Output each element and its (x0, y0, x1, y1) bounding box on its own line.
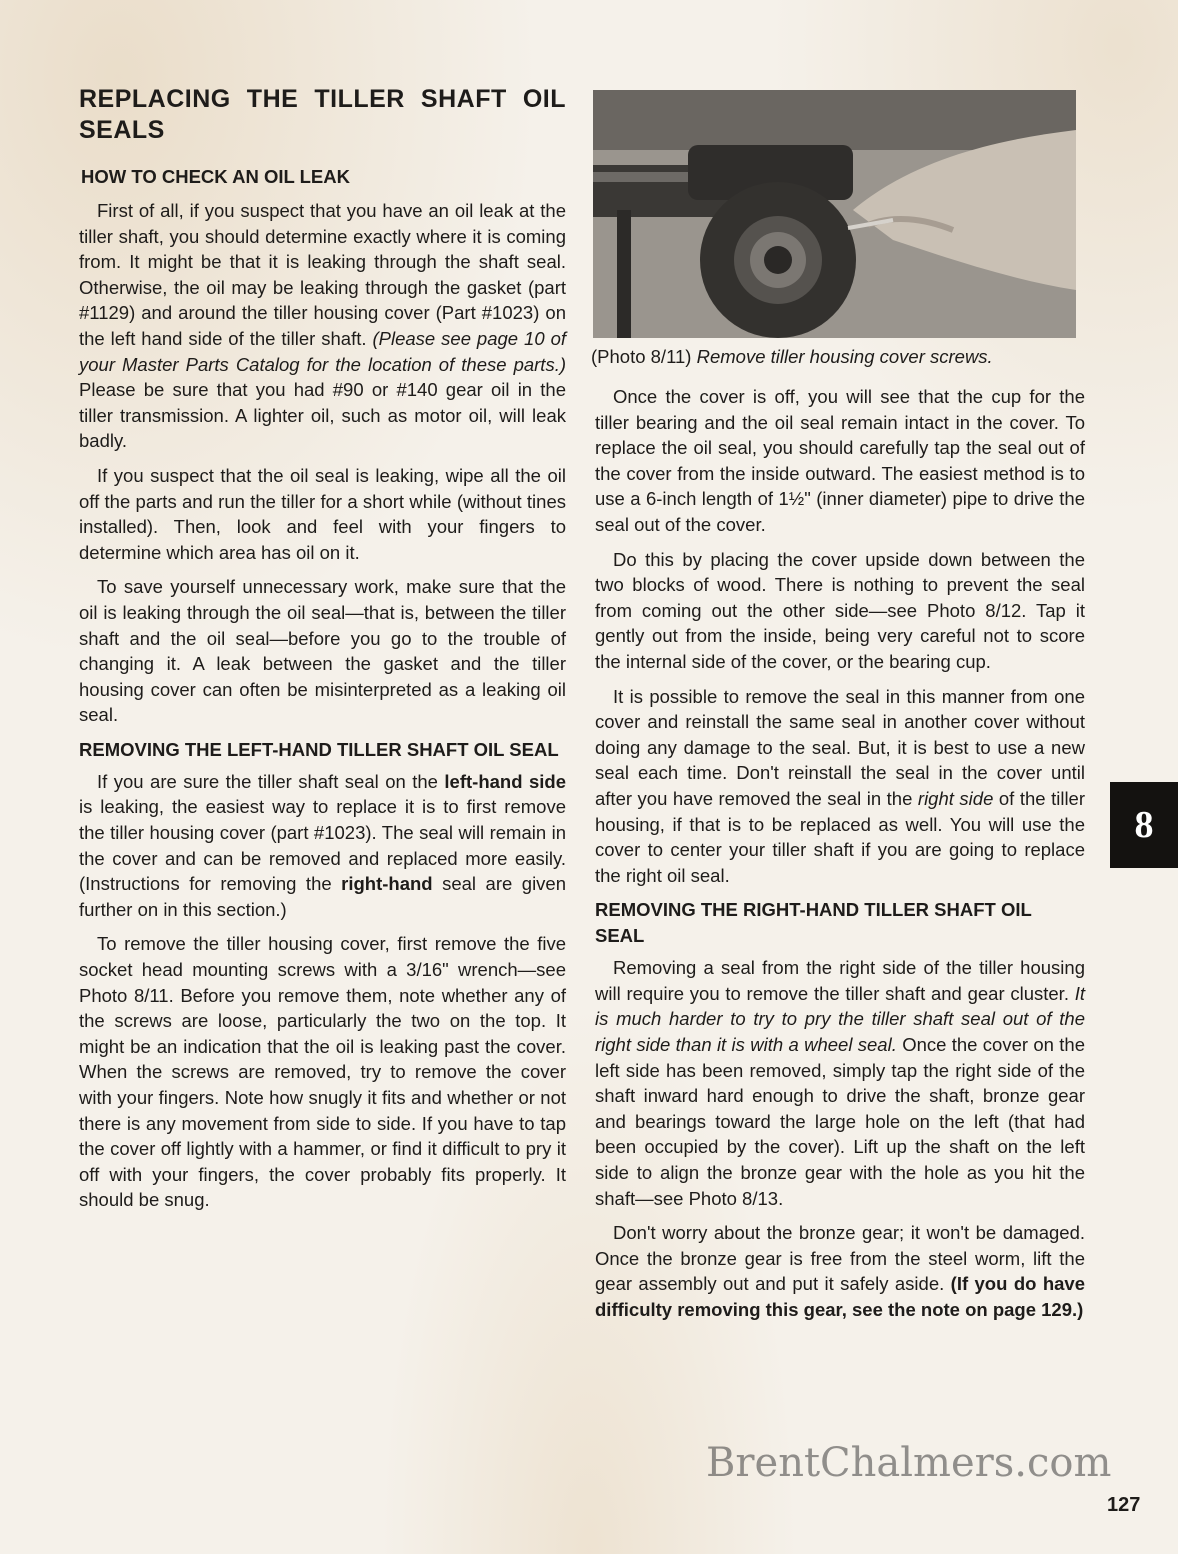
paragraph-cover-3 (595, 684, 1085, 889)
right-column (595, 384, 1085, 1332)
paragraph-remove-left-2: To remove the tiller housing cover, first remove the five socket head mounting screws with a 3/16" wrench—see Photo 8/11. Before you remove them, note whether any of the screws are loose, particularly the two on the top. It might be an indication that the oil is leaking past the cover. When the screws are removed, try to remove the cover with your fingers. Note how snugly it fits and whether or not there is any movement from side to side. If you have to tap the cover off lightly with a hammer, or find it difficult to pry it off with your fingers, the cover probably fits properly. It should be snug. (79, 933, 566, 1211)
text: First of all, if you suspect that you have an oil leak at the tiller shaft, you should determine exactly where it is coming from. It might be that it is leaking through the shaft seal. Otherwise, the oil may be leaking through the gasket (part #1129) and around the tiller housing cover (Part #1023) on the left hand side of the tiller shaft. (79, 200, 566, 349)
text-italic-catalog-note: (Please see page 10 of your Master Parts Catalog for the location of these parts.) (79, 327, 567, 375)
photo-caption (591, 344, 1091, 370)
paragraph-remove-left-1 (79, 769, 566, 923)
text: Don't worry about the bronze gear; it won't be damaged. Once the bronze gear is free from the steel worm, lift the gear assembly out and put it safely aside. (595, 1222, 1085, 1295)
caption-label: (Photo 8/11) (591, 346, 692, 367)
text: It is possible to remove the seal in this manner from one cover and reinstall the same seal in another cover without doing any damage to the seal. But, it is best to use a new seal each time. Don't reinstall the seal in the cover until after you have removed the seal in the (595, 685, 1085, 809)
left-column (79, 84, 566, 1222)
photo-8-11 (593, 90, 1076, 338)
heading-remove-right-seal: REMOVING THE RIGHT-HAND TILLER SHAFT OIL SEAL (595, 899, 1032, 947)
paragraph-check-2: If you suspect that the oil seal is leaking, wipe all the oil off the parts and run the tiller for a short while (without tines installed). Then, look and feel with your fingers to determine which area has oil on it. (79, 464, 566, 563)
text-bold-right-hand: right-hand (341, 873, 433, 895)
chapter-tab: 8 (1110, 782, 1178, 868)
text: Removing a seal from the right side of the tiller housing will require you to remove the tiller shaft and gear cluster. (595, 957, 1085, 1004)
paragraph-remove-right-2 (595, 1220, 1085, 1322)
text: If you are sure the tiller shaft seal on the (97, 770, 438, 792)
paragraph-cover-1: Once the cover is off, you will see that the cup for the tiller bearing and the oil seal remain intact in the cover. To replace the oil seal, you should carefully tap the seal out of the cover from the inside outward. The easiest method is to use a 6-inch length of 1½" (inner diameter) pipe to drive the seal out of the cover. (595, 386, 1085, 535)
page-number: 127 (1107, 1494, 1141, 1516)
paragraph-check-1 (79, 198, 566, 454)
heading-check-oil-leak: HOW TO CHECK AN OIL LEAK (81, 166, 350, 187)
text: of the tiller housing, if that is to be replaced as well. You will use the cover to center your tiller shaft if you are going to replace the right oil seal. (595, 787, 1085, 886)
photo-illustration (593, 90, 1076, 338)
text-italic-right-side: right side (917, 787, 994, 809)
text-bold-left-hand-side: left-hand side (444, 770, 567, 792)
page-title: REPLACING THE TILLER SHAFT OIL SEALS (79, 85, 566, 144)
heading-remove-left-seal: REMOVING THE LEFT-HAND TILLER SHAFT OIL SEAL (79, 738, 559, 760)
text: Once the cover on the left side has been removed, simply tap the right side of the shaft inward hard enough to drive the shaft, bronze gear and bearings toward the large hole on the left (that had been occupied by the cover). Lift up the shaft on the left side to align the bronze gear with the hole as you hit the shaft—see Photo 8/13. (595, 1034, 1086, 1209)
text: Please be sure that you had #90 or #140 gear oil in the tiller transmission. A lighter oil, such as motor oil, will leak badly. (79, 379, 566, 452)
paragraph-check-3: To save yourself unnecessary work, make sure that the oil is leaking through the oil seal—that is, between the tiller shaft and the oil seal—before you go to the trouble of changing it. A leak between the gasket and the tiller housing cover can often be misinterpreted as a leaking oil seal. (79, 576, 566, 726)
paragraph-cover-2: Do this by placing the cover upside down between the two blocks of wood. There is nothing to prevent the seal from coming out the other side—see Photo 8/12. Tap it gently out from the inside, being very careful not to score the internal side of the cover, or the bearing cup. (595, 548, 1085, 672)
text: is leaking, the easiest way to replace it is to first remove the tiller housing cover (part #1023). The seal will remain in the cover and can be removed and replaced more easily. (Instructions for removing the (79, 796, 566, 895)
text: seal are given further on in this section.) (79, 873, 567, 920)
watermark: BrentChalmers.com (706, 1440, 1112, 1486)
text-bold-difficulty-note: (If you do have difficulty removing this gear, see the note on page 129.) (595, 1273, 1085, 1320)
paragraph-remove-right-1 (595, 955, 1085, 1211)
text-italic-harder-note: It is much harder to try to pry the tiller shaft seal out of the right side than it is with a wheel seal. (595, 982, 1085, 1056)
caption-text: Remove tiller housing cover screws. (696, 346, 993, 367)
